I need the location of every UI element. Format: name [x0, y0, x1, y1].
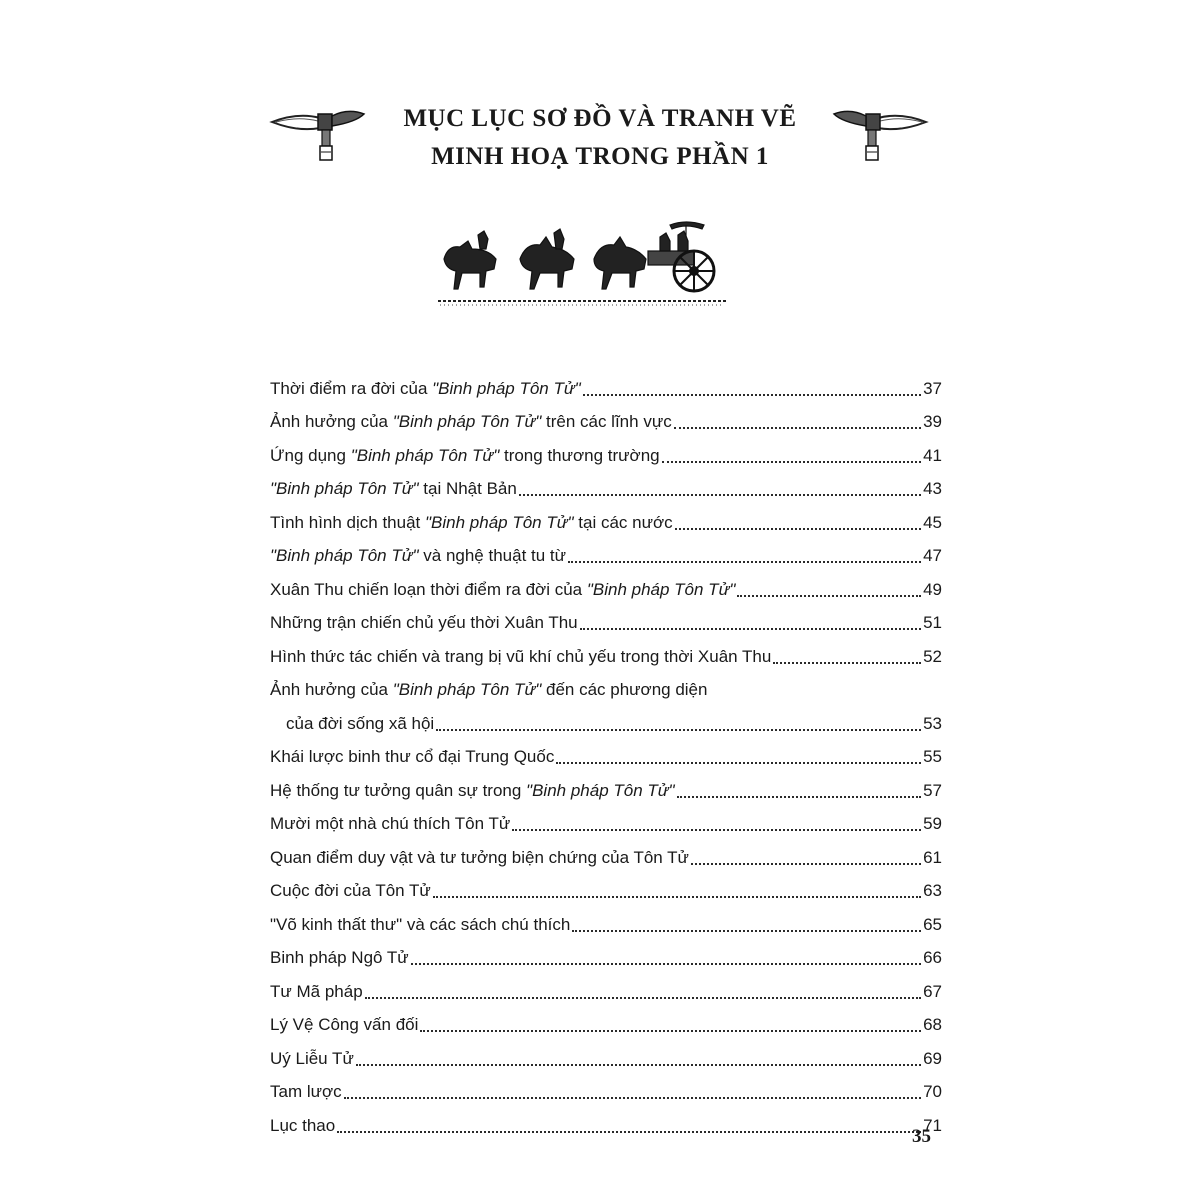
- toc-entry: [270, 869, 942, 903]
- toc-entry: [270, 601, 942, 635]
- toc-entry: [270, 567, 942, 601]
- table-of-contents: [270, 366, 942, 1137]
- toc-entry-title: Binh pháp Ngô Tử: [270, 948, 409, 967]
- toc-leader-dots: [356, 1054, 921, 1066]
- toc-leader-dots: [519, 484, 921, 496]
- toc-entry: [270, 936, 942, 970]
- toc-entry: [270, 802, 942, 836]
- toc-entry-title: "Võ kinh thất thư" và các sách chú thích: [270, 914, 571, 934]
- toc-entry-title: Thời điểm ra đời của "Binh pháp Tôn Tử": [270, 378, 581, 398]
- toc-leader-dots: [691, 853, 921, 865]
- toc-page-number: 65: [923, 914, 942, 934]
- page-title: [340, 100, 860, 176]
- toc-entry-title: Lý Vệ Công vấn đối: [270, 1015, 419, 1034]
- toc-entry-title: Hệ thống tư tưởng quân sự trong "Binh pháp Tôn Tử": [270, 780, 675, 800]
- toc-leader-dots: [512, 819, 921, 831]
- toc-leader-dots: [677, 786, 921, 798]
- toc-page-number: 70: [923, 1082, 942, 1101]
- toc-entry-title: Ảnh hưởng của "Binh pháp Tôn Tử" đến các phương diện: [270, 680, 708, 699]
- toc-entry: [270, 1003, 942, 1037]
- toc-entry-title-continued: của đời sống xã hội: [286, 713, 435, 733]
- toc-leader-dots: [436, 719, 921, 731]
- toc-entry: [270, 668, 942, 735]
- toc-page-number: 61: [923, 847, 942, 867]
- toc-entry: [270, 735, 942, 769]
- toc-entry: [270, 366, 942, 400]
- toc-entry-title: Quan điểm duy vật và tư tưởng biện chứng của Tôn Tử: [270, 847, 689, 867]
- toc-entry-title: Xuân Thu chiến loạn thời điểm ra đời của "Binh pháp Tôn Tử": [270, 579, 736, 599]
- toc-entry: [270, 835, 942, 869]
- toc-page-number: 59: [923, 814, 942, 833]
- toc-leader-dots: [433, 886, 921, 898]
- toc-entry: [270, 467, 942, 501]
- toc-entry: [270, 500, 942, 534]
- toc-leader-dots: [344, 1087, 921, 1099]
- toc-page-number: 51: [923, 613, 942, 632]
- toc-page-number: 45: [923, 512, 942, 532]
- toc-entry: [270, 969, 942, 1003]
- toc-leader-dots: [556, 752, 921, 764]
- toc-leader-dots: [737, 585, 921, 597]
- toc-leader-dots: [337, 1121, 921, 1133]
- toc-leader-dots: [420, 1020, 921, 1032]
- toc-leader-dots: [773, 652, 921, 664]
- toc-page-number: 55: [923, 747, 942, 766]
- toc-page-number: 67: [923, 981, 942, 1001]
- toc-entry: [270, 1036, 942, 1070]
- toc-page-number: 43: [923, 479, 942, 498]
- toc-leader-dots: [675, 518, 921, 530]
- toc-leader-dots: [583, 384, 921, 396]
- toc-entry-title: Cuộc đời của Tôn Tử: [270, 881, 431, 900]
- toc-entry: [270, 1103, 942, 1137]
- toc-entry-title: Những trận chiến chủ yếu thời Xuân Thu: [270, 613, 578, 632]
- toc-entry-title: Mười một nhà chú thích Tôn Tử: [270, 814, 511, 833]
- toc-page-number: 47: [923, 546, 942, 565]
- toc-entry: [270, 534, 942, 568]
- toc-entry-title: Tư Mã pháp: [270, 981, 363, 1001]
- toc-entry-title: Hình thức tác chiến và trang bị vũ khí chủ yếu trong thời Xuân Thu: [270, 646, 772, 666]
- toc-page-number: 37: [923, 378, 942, 398]
- toc-entry-title: "Binh pháp Tôn Tử" và nghệ thuật tu từ: [270, 546, 567, 565]
- toc-leader-dots: [580, 618, 921, 630]
- toc-entry-title: Khái lược binh thư cổ đại Trung Quốc: [270, 747, 555, 766]
- toc-page-number: 53: [923, 713, 942, 733]
- toc-page-number: 71: [923, 1115, 942, 1135]
- title-line-1: MỤC LỤC SƠ ĐỒ VÀ TRANH VẼ: [403, 105, 797, 132]
- toc-page-number: 39: [923, 412, 942, 431]
- toc-leader-dots: [572, 920, 921, 932]
- title-line-2: MINH HOẠ TRONG PHẦN 1: [431, 143, 769, 170]
- toc-entry-title: Ứng dụng "Binh pháp Tôn Tử" trong thương trường: [270, 445, 660, 465]
- axe-icon: [820, 102, 930, 164]
- toc-page-number: 69: [923, 1048, 942, 1068]
- toc-leader-dots: [674, 417, 921, 429]
- toc-entry: [270, 902, 942, 936]
- toc-entry-title: Tam lược: [270, 1082, 342, 1101]
- toc-page-number: 68: [923, 1015, 942, 1034]
- toc-leader-dots: [365, 987, 921, 999]
- toc-entry: [270, 768, 942, 802]
- toc-page-number: 66: [923, 948, 942, 967]
- toc-entry-title: Ảnh hưởng của "Binh pháp Tôn Tử" trên các lĩnh vực: [270, 412, 672, 431]
- toc-leader-dots: [662, 451, 921, 463]
- toc-entry-title: Tình hình dịch thuật "Binh pháp Tôn Tử" tại các nước: [270, 512, 673, 532]
- toc-leader-dots: [568, 551, 921, 563]
- toc-page-number: 52: [923, 646, 942, 666]
- toc-page-number: 63: [923, 881, 942, 900]
- toc-entry-title: Lục thao: [270, 1115, 336, 1135]
- toc-entry: [270, 400, 942, 434]
- horse-chariot-illustration: [434, 215, 730, 311]
- toc-page-number: 49: [923, 579, 942, 599]
- page-number: 35: [912, 1126, 931, 1147]
- toc-entry: [270, 1070, 942, 1104]
- toc-entry-title: Uý Liễu Tử: [270, 1048, 354, 1068]
- toc-page-number: 41: [923, 445, 942, 465]
- toc-entry: [270, 433, 942, 467]
- toc-page-number: 57: [923, 780, 942, 800]
- toc-entry-title: "Binh pháp Tôn Tử" tại Nhật Bản: [270, 479, 517, 498]
- toc-leader-dots: [411, 953, 921, 965]
- toc-entry: [270, 634, 942, 668]
